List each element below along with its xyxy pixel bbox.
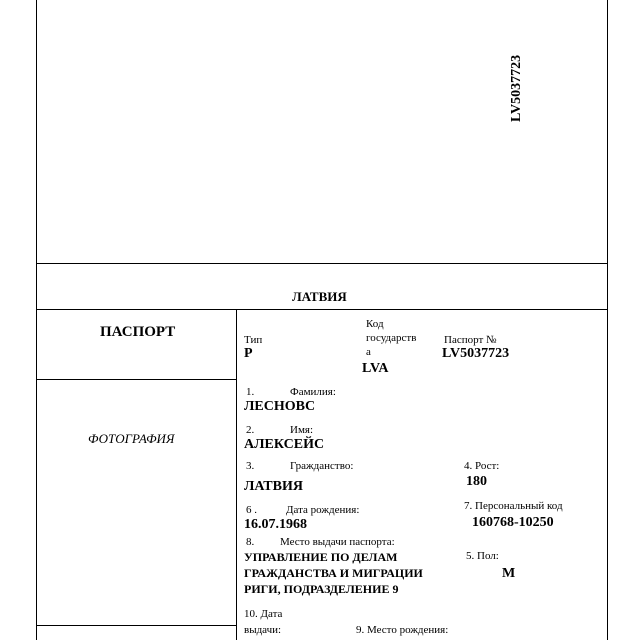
given-name-number: 2.: [246, 424, 255, 436]
personal-code-value: 160768-10250: [472, 515, 554, 530]
citizenship-number: 3.: [246, 460, 255, 472]
height-value: 180: [466, 474, 487, 489]
code-label-line3: а: [366, 346, 371, 358]
given-name-label: Имя:: [290, 424, 314, 436]
issue-place-number: 8.: [246, 536, 255, 548]
birth-date-number: 6 .: [246, 504, 257, 516]
citizenship-value: ЛАТВИЯ: [244, 479, 303, 494]
birth-date-value: 16.07.1968: [244, 517, 307, 532]
title-photo-divider: [36, 379, 236, 380]
code-label-line2: государств: [366, 332, 417, 344]
sex-value: М: [502, 566, 516, 581]
type-label: Тип: [244, 334, 263, 346]
surname-number: 1.: [246, 386, 255, 398]
issue-date-label-line1: 10. Дата: [244, 608, 283, 620]
vertical-passport-number: LV5037723: [509, 54, 524, 122]
citizenship-label: Гражданство:: [290, 460, 354, 472]
outer-right-border: [607, 0, 608, 640]
type-value: P: [244, 346, 253, 361]
photo-bottom-divider: [36, 625, 236, 626]
left-column-divider: [236, 309, 237, 640]
passport-number-label: Паспорт №: [444, 334, 497, 346]
country-name: ЛАТВИЯ: [292, 289, 347, 304]
code-value: LVA: [362, 361, 389, 376]
height-label: 4. Рост:: [464, 460, 500, 472]
personal-code-label: 7. Персональный код: [464, 500, 563, 512]
issue-place-line2: ГРАЖДАНСТВА И МИГРАЦИИ: [244, 566, 423, 580]
given-name-value: АЛЕКСЕЙС: [244, 437, 325, 452]
issue-place-line3: РИГИ, ПОДРАЗДЕЛЕНИЕ 9: [244, 582, 399, 596]
surname-value: ЛЕСНОВС: [244, 399, 316, 414]
photo-placeholder-label: ФОТОГРАФИЯ: [88, 431, 175, 446]
document-title: ПАСПОРТ: [100, 324, 176, 340]
issue-place-label: Место выдачи паспорта:: [280, 536, 395, 548]
surname-label: Фамилия:: [290, 386, 336, 398]
outer-left-border: [36, 0, 37, 640]
top-section-divider: [36, 263, 608, 264]
birth-place-label: 9. Место рождения:: [356, 624, 449, 636]
issue-place-line1: УПРАВЛЕНИЕ ПО ДЕЛАМ: [244, 550, 398, 564]
passport-number-value: LV5037723: [442, 346, 510, 361]
country-divider: [36, 309, 608, 310]
sex-label: 5. Пол:: [466, 550, 499, 562]
issue-date-label-line2: выдачи:: [244, 624, 282, 636]
birth-date-label: Дата рождения:: [286, 504, 360, 516]
code-label-line1: Код: [366, 318, 384, 330]
